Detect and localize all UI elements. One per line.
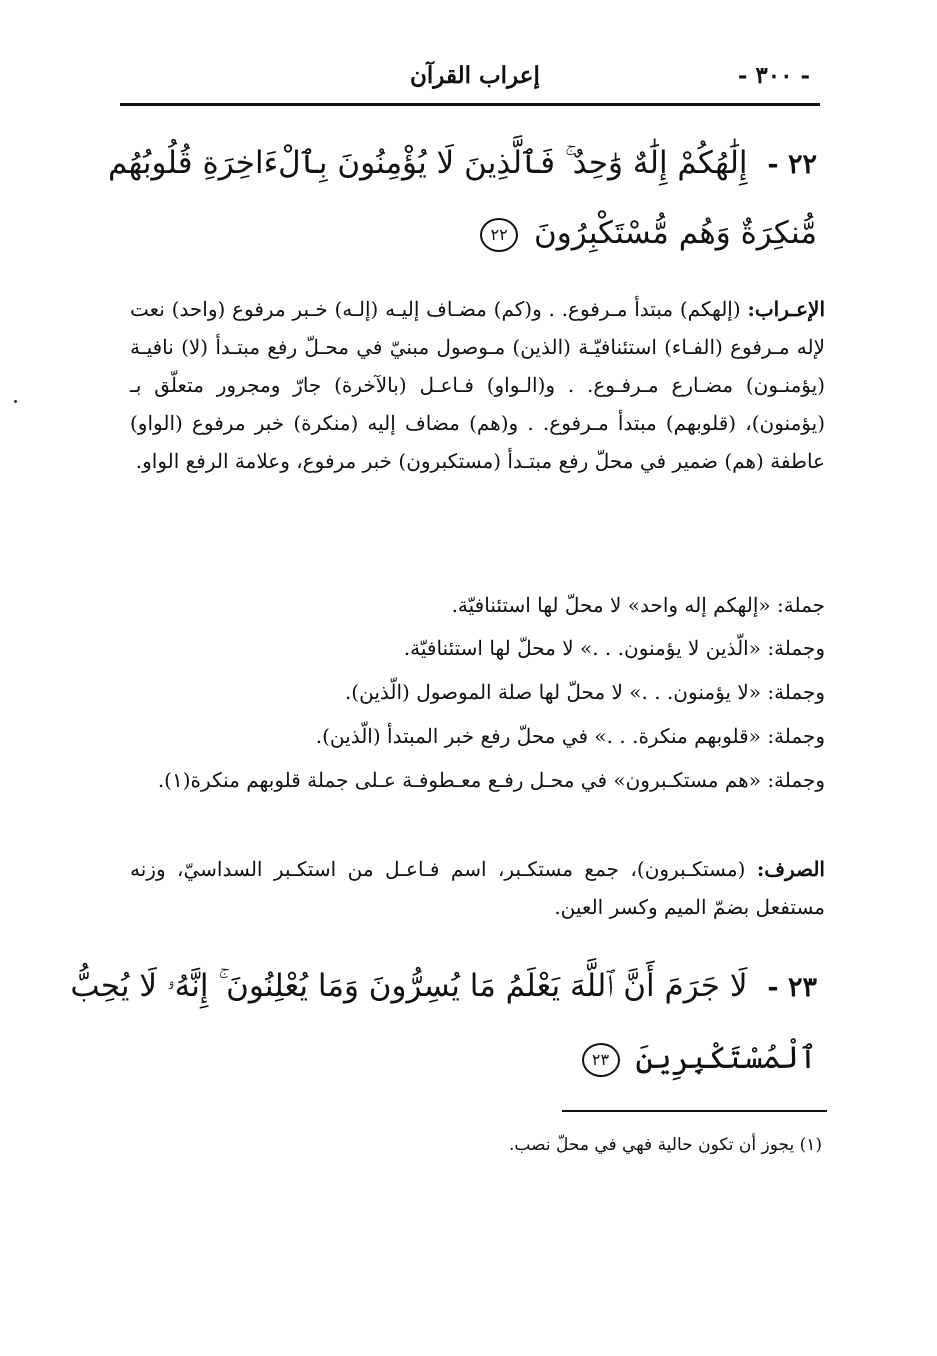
verse-23-number: ٢٣ -	[767, 972, 817, 1003]
sentence-3: وجملة: «لا يؤمنون. . .» لا محلّ لها صلة الموصول (الّذين).	[344, 680, 825, 704]
verse-23-line-1	[70, 968, 817, 1005]
ayah-marker-23: ٢٣	[582, 1043, 620, 1077]
verse-22-line-1	[108, 145, 817, 182]
irab-text: (إلهكم) مبتدأ مـرفوع. . و(كم) مضـاف إليـه (إلـه) خـبر مرفوع (واحد) نعت لإله مـرفوع (الفـاء) استئنافيّـة (الذين) مـوصول مبنيّ في محـلّ رفع مبتـدأ (لا) نافيـة (يؤمنـون) مضـارع مـرفـوع. . و(الـواو) فـاعـل (بالآخرة) جارّ ومجرور متعلّق بـ (يؤمنون)، (قلوبهم) مبتدأ مـرفوع. . و(هم) مضاف إليه (منكرة) خبر مرفوع (الواو) عاطفة (هم) ضمير في محلّ رفع مبتـدأ (مستكبرون) خبر مرفوع، وعلامة الرفع الواو.	[130, 297, 825, 473]
verse-23-text-2: ٱلْمُسْتَكْبِرِينَ	[635, 1040, 817, 1076]
sarf-label: الصرف:	[756, 857, 825, 881]
sarf-text: (مستكـبرون)، جمع مستكـبر، اسم فـاعـل من استكـبر السداسيّ، وزنه مستفعل بضمّ الميم وكسر العين.	[130, 857, 825, 919]
footnote: (١) يجوز أن تكون حالية فهي في محلّ نصب.	[509, 1135, 822, 1155]
irab-paragraph	[130, 290, 825, 480]
verse-22-number: ٢٢ -	[767, 149, 817, 180]
book-title: إعراب القرآن	[410, 62, 540, 89]
sarf-paragraph	[130, 850, 825, 926]
sentence-5: وجملة: «هم مستكـبرون» في محـل رفـع معـطوفـة عـلى جملة قلوبهم منكرة(١).	[157, 768, 825, 792]
verse-23-text-1: لَا جَرَمَ أَنَّ ٱللَّهَ يَعْلَمُ مَا يُسِرُّونَ وَمَا يُعْلِنُونَ ۚ إِنَّهُۥ لَا يُحِبُّ	[70, 968, 748, 1004]
header-rule	[120, 103, 820, 106]
verse-22-text-1: إِلَٰهُكُمْ إِلَٰهٌ وَٰحِدٌ ۚ فَٱلَّذِينَ لَا يُؤْمِنُونَ بِٱلْءَاخِرَةِ قُلُوبُهُم	[107, 145, 748, 181]
margin-mark	[14, 400, 17, 403]
sentence-2: وجملة: «الّذين لا يؤمنون. . .» لا محلّ لها استئنافيّة.	[403, 636, 825, 660]
irab-label: الإعـراب:	[747, 297, 826, 321]
ayah-marker-22: ٢٢	[480, 218, 518, 252]
verse-22-text-2: مُّنكِرَةٌ وَهُم مُّسْتَكْبِرُونَ	[533, 215, 817, 251]
verse-22-line-2	[480, 215, 817, 252]
page-number: - ٣٠٠ -	[737, 62, 810, 89]
sentence-4: وجملة: «قلوبهم منكرة. . .» في محلّ رفع خبر المبتدأ (الّذين).	[315, 724, 825, 748]
verse-23-line-2	[582, 1040, 818, 1077]
sentence-1: جملة: «إلهكم إله واحد» لا محلّ لها استئنافيّة.	[451, 593, 825, 617]
page-header	[120, 62, 810, 94]
footnote-rule	[562, 1110, 827, 1112]
